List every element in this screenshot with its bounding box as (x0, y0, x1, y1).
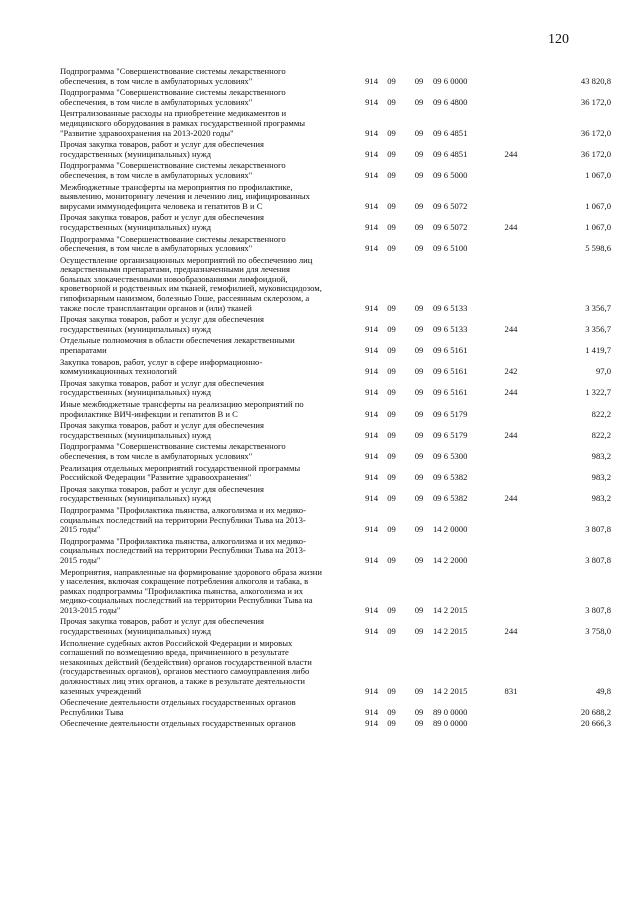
row-target-article: 09 6 5300 (433, 450, 468, 461)
row-grbs-code: 914 (365, 685, 378, 696)
row-target-article: 89 0 0000 (433, 718, 468, 729)
table-row (60, 399, 611, 420)
row-subsection-code: 09 (414, 604, 424, 615)
row-subsection-code: 09 (414, 221, 424, 232)
table-row (60, 420, 611, 441)
row-amount: 822,2 (591, 408, 611, 419)
row-amount: 36 172,0 (580, 96, 611, 107)
row-name: Подпрограмма "Совершенствование системы лекарственного обеспечения, в том числе в амбулаторных условиях" (60, 66, 286, 86)
table-row (60, 255, 611, 315)
row-target-article: 09 6 5000 (433, 169, 468, 180)
row-name: Прочая закупка товаров, работ и услуг для обеспечения государственных (муниципальных) нужд (60, 139, 264, 159)
row-name: Подпрограмма "Совершенствование системы лекарственного обеспечения, в том числе в амбулаторных условиях" (60, 160, 286, 180)
row-section-code: 09 (387, 127, 396, 138)
row-section-code: 09 (387, 493, 396, 504)
row-target-article: 09 6 5382 (433, 472, 468, 483)
row-target-article: 09 6 5133 (433, 302, 468, 313)
row-expense-type: 244 (504, 323, 518, 334)
row-amount: 5 598,6 (585, 243, 611, 254)
row-target-article: 14 2 0000 (433, 524, 468, 535)
row-section-code: 09 (387, 148, 396, 159)
row-amount: 1 067,0 (585, 169, 611, 180)
row-section-code: 09 (387, 75, 396, 86)
row-amount: 1 322,7 (585, 387, 611, 398)
row-amount: 3 807,8 (585, 524, 611, 535)
row-grbs-code: 914 (365, 718, 378, 729)
row-section-code: 09 (387, 408, 396, 419)
row-subsection-code: 09 (414, 450, 424, 461)
table-row (60, 484, 611, 505)
row-expense-type (495, 536, 527, 567)
row-amount: 1 067,0 (585, 200, 611, 211)
row-name: Прочая закупка товаров, работ и услуг для обеспечения государственных (муниципальных) нужд (60, 616, 264, 637)
row-expense-type (495, 66, 527, 87)
row-grbs-code: 914 (365, 472, 378, 483)
row-grbs-code: 914 (365, 169, 378, 180)
row-section-code: 09 (387, 626, 396, 637)
table-row (60, 463, 611, 484)
row-grbs-code: 914 (365, 323, 378, 334)
row-expense-type (495, 441, 527, 462)
table-row (60, 536, 611, 567)
row-section-code: 09 (387, 169, 396, 180)
row-subsection-code: 09 (414, 706, 424, 717)
row-subsection-code: 09 (414, 685, 424, 696)
row-grbs-code: 914 (365, 243, 378, 254)
table-row (60, 378, 611, 399)
row-name: Подпрограмма "Профилактика пьянства, алкоголизма и их медико-социальных последствий на территории Республики Тыва на 2013-2015 годы" (60, 504, 306, 535)
row-grbs-code: 914 (365, 200, 378, 211)
row-grbs-code: 914 (365, 345, 378, 356)
table-row (60, 212, 611, 233)
row-target-article: 09 6 5161 (433, 345, 468, 356)
row-target-article: 09 6 5072 (433, 221, 468, 232)
row-grbs-code: 914 (365, 706, 378, 717)
row-name: Централизованные расходы на приобретение медикаментов и медицинского оборудования в рамках государственной программы "Развитие здравоохранения на 2013-2020 годы" (60, 108, 306, 138)
row-grbs-code: 914 (365, 408, 378, 419)
row-target-article: 09 6 5133 (433, 323, 468, 334)
row-amount: 822,2 (591, 429, 611, 440)
budget-table-body (60, 66, 611, 730)
row-target-article: 09 6 5100 (433, 243, 468, 254)
row-target-article: 14 2 2000 (433, 554, 468, 565)
row-amount: 983,2 (591, 450, 611, 461)
table-row (60, 108, 611, 139)
row-expense-type (495, 505, 527, 536)
row-amount: 3 807,8 (585, 604, 611, 615)
row-expense-type: 244 (504, 148, 518, 159)
table-row (60, 638, 611, 698)
row-grbs-code: 914 (365, 604, 378, 615)
row-expense-type (495, 399, 527, 420)
row-expense-type: 244 (504, 387, 518, 398)
row-section-code: 09 (387, 345, 396, 356)
row-amount: 36 172,0 (580, 148, 611, 159)
row-amount: 3 356,7 (585, 323, 611, 334)
row-section-code: 09 (387, 302, 396, 313)
table-row (60, 357, 611, 378)
row-name: Подпрограмма "Совершенствование системы лекарственного обеспечения, в том числе в амбулаторных условиях" (60, 233, 286, 254)
row-grbs-code: 914 (365, 127, 378, 138)
row-subsection-code: 09 (414, 366, 424, 377)
row-target-article: 09 6 4851 (433, 148, 468, 159)
table-row (60, 160, 611, 181)
row-name: Исполнение судебных актов Российской Федерации и мировых соглашений по возмещению вреда, причиненного в результате незаконных действий (бездействия) органов государственной власти (государственных органов), органов местного самоуправления либо должностных лиц этих органов, а также в результате деятельности казенных учреждений (60, 637, 312, 696)
row-expense-type (495, 234, 527, 255)
row-section-code: 09 (387, 323, 396, 334)
row-target-article: 09 6 5072 (433, 200, 468, 211)
row-expense-type: 831 (504, 685, 518, 696)
row-expense-type (495, 718, 527, 730)
row-target-article: 09 6 4851 (433, 127, 468, 138)
row-name: Подпрограмма "Совершенствование системы лекарственного обеспечения, в том числе в амбулаторных условиях" (60, 87, 286, 107)
row-name: Мероприятия, направленные на формирование здорового образа жизни у населения, включая сокращение потребления алкоголя и табака, в рамках подпрограммы "Профилактика пьянства, алкоголизма и их медико-социальных последствий на территории Республики Тыва на 2013-2015 годы" (60, 566, 322, 615)
row-grbs-code: 914 (365, 75, 378, 86)
row-amount: 3 356,7 (585, 302, 611, 313)
table-row (60, 66, 611, 87)
table-row (60, 182, 611, 213)
row-expense-type (495, 697, 527, 718)
row-grbs-code: 914 (365, 429, 378, 440)
row-subsection-code: 09 (414, 169, 424, 180)
row-amount: 3 758,0 (585, 626, 611, 637)
row-name: Закупка товаров, работ, услуг в сфере информационно-коммуникационных технологий (60, 356, 263, 377)
row-target-article: 09 6 5179 (433, 429, 468, 440)
row-amount: 36 172,0 (580, 127, 611, 138)
row-expense-type: 244 (504, 493, 518, 504)
row-subsection-code: 09 (414, 472, 424, 483)
budget-table (60, 66, 611, 730)
row-expense-type: 244 (504, 221, 518, 232)
row-subsection-code: 09 (414, 554, 424, 565)
row-amount: 983,2 (591, 472, 611, 483)
row-name: Обеспечение деятельности отдельных государственных органов (60, 718, 296, 729)
row-name: Осуществление организационных мероприятий по обеспечению лиц лекарственными препаратами, предназначенными для лечения больных злокачественными новообразованиями лимфоидной, кроветворной и родственных им тканей, гемофилией, муковисцидозом, гипофизарным нанизмом, болезнью Гоше, рассеянным склерозом, а также после трансплантации органов и (или) тканей (60, 254, 322, 313)
row-subsection-code: 09 (414, 302, 424, 313)
row-grbs-code: 914 (365, 302, 378, 313)
row-section-code: 09 (387, 706, 396, 717)
row-section-code: 09 (387, 718, 396, 729)
row-name: Прочая закупка товаров, работ и услуг для обеспечения государственных (муниципальных) нужд (60, 420, 264, 440)
row-section-code: 09 (387, 685, 396, 696)
row-section-code: 09 (387, 524, 396, 535)
table-row (60, 139, 611, 160)
row-section-code: 09 (387, 604, 396, 615)
row-amount: 97,0 (595, 366, 611, 377)
row-expense-type (495, 567, 527, 617)
row-amount: 1 067,0 (585, 221, 611, 232)
row-grbs-code: 914 (365, 221, 378, 232)
row-name: Подпрограмма "Профилактика пьянства, алкоголизма и их медико-социальных последствий на территории Республики Тыва на 2013-2015 годы" (60, 535, 306, 565)
row-expense-type (495, 108, 527, 139)
row-expense-type (495, 182, 527, 213)
row-name: Обеспечение деятельности отдельных государственных органов Республики Тыва (60, 697, 296, 717)
row-section-code: 09 (387, 472, 396, 483)
table-row (60, 314, 611, 335)
row-name: Прочая закупка товаров, работ и услуг для обеспечения государственных (муниципальных) нужд (60, 377, 264, 398)
row-subsection-code: 09 (414, 127, 424, 138)
row-target-article: 14 2 2015 (433, 685, 468, 696)
row-section-code: 09 (387, 366, 396, 377)
row-name: Подпрограмма "Совершенствование системы лекарственного обеспечения, в том числе в амбулаторных условиях" (60, 441, 286, 461)
row-amount: 20 666,3 (580, 718, 611, 729)
row-target-article: 09 6 5161 (433, 366, 468, 377)
table-row (60, 441, 611, 462)
row-subsection-code: 09 (414, 524, 424, 535)
row-target-article: 14 2 2015 (433, 604, 468, 615)
row-target-article: 09 6 5179 (433, 408, 468, 419)
row-subsection-code: 09 (414, 200, 424, 211)
page-number: 120 (548, 32, 569, 47)
row-expense-type: 244 (504, 429, 518, 440)
row-name: Отдельные полномочия в области обеспечения лекарственными препаратами (60, 335, 295, 356)
row-target-article: 09 6 5382 (433, 493, 468, 504)
table-row (60, 718, 611, 730)
table-row (60, 567, 611, 617)
row-subsection-code: 09 (414, 323, 424, 334)
row-grbs-code: 914 (365, 387, 378, 398)
row-expense-type: 244 (504, 626, 518, 637)
row-subsection-code: 09 (414, 718, 424, 729)
row-expense-type (495, 160, 527, 181)
row-subsection-code: 09 (414, 493, 424, 504)
row-target-article: 09 6 0000 (433, 75, 468, 86)
row-section-code: 09 (387, 243, 396, 254)
row-amount: 43 820,8 (580, 75, 611, 86)
table-row (60, 87, 611, 108)
row-grbs-code: 914 (365, 626, 378, 637)
row-name: Прочая закупка товаров, работ и услуг для обеспечения государственных (муниципальных) нужд (60, 314, 264, 334)
row-section-code: 09 (387, 221, 396, 232)
row-target-article: 89 0 0000 (433, 706, 468, 717)
row-section-code: 09 (387, 450, 396, 461)
row-target-article: 14 2 2015 (433, 626, 468, 637)
table-row (60, 505, 611, 536)
row-name: Иные межбюджетные трансферты на реализацию мероприятий по профилактике ВИЧ-инфекции и гепатитов В и С (60, 399, 304, 419)
row-target-article: 09 6 4800 (433, 96, 468, 107)
table-row (60, 335, 611, 356)
row-subsection-code: 09 (414, 243, 424, 254)
row-section-code: 09 (387, 96, 396, 107)
row-amount: 3 807,8 (585, 554, 611, 565)
row-section-code: 09 (387, 429, 396, 440)
row-name: Реализация отдельных мероприятий государственной программы Российской Федерации "Развитие здравоохранения" (60, 462, 301, 483)
row-subsection-code: 09 (414, 345, 424, 356)
row-grbs-code: 914 (365, 524, 378, 535)
row-subsection-code: 09 (414, 75, 424, 86)
row-expense-type: 242 (504, 366, 518, 377)
row-section-code: 09 (387, 554, 396, 565)
row-grbs-code: 914 (365, 96, 378, 107)
table-row (60, 234, 611, 255)
row-expense-type (495, 87, 527, 108)
row-expense-type (495, 255, 527, 315)
row-amount: 20 688,2 (580, 706, 611, 717)
row-subsection-code: 09 (414, 408, 424, 419)
row-grbs-code: 914 (365, 493, 378, 504)
table-row (60, 616, 611, 637)
row-grbs-code: 914 (365, 366, 378, 377)
row-grbs-code: 914 (365, 554, 378, 565)
row-amount: 1 419,7 (585, 345, 611, 356)
row-grbs-code: 914 (365, 450, 378, 461)
row-subsection-code: 09 (414, 387, 424, 398)
row-expense-type (495, 463, 527, 484)
row-amount: 49,8 (595, 685, 611, 696)
row-grbs-code: 914 (365, 148, 378, 159)
row-subsection-code: 09 (414, 626, 424, 637)
row-subsection-code: 09 (414, 429, 424, 440)
row-subsection-code: 09 (414, 148, 424, 159)
row-name: Прочая закупка товаров, работ и услуг для обеспечения государственных (муниципальных) нужд (60, 212, 264, 232)
row-subsection-code: 09 (414, 96, 424, 107)
row-section-code: 09 (387, 200, 396, 211)
table-row (60, 697, 611, 718)
row-expense-type (495, 335, 527, 356)
row-name: Межбюджетные трансферты на мероприятия по профилактике, выявлению, мониторингу лечения и лечению лиц, инфицированных вирусами иммунодефицита человека и гепатитов В и С (60, 181, 310, 211)
row-section-code: 09 (387, 387, 396, 398)
row-target-article: 09 6 5161 (433, 387, 468, 398)
row-name: Прочая закупка товаров, работ и услуг для обеспечения государственных (муниципальных) нужд (60, 483, 264, 504)
row-amount: 983,2 (591, 493, 611, 504)
